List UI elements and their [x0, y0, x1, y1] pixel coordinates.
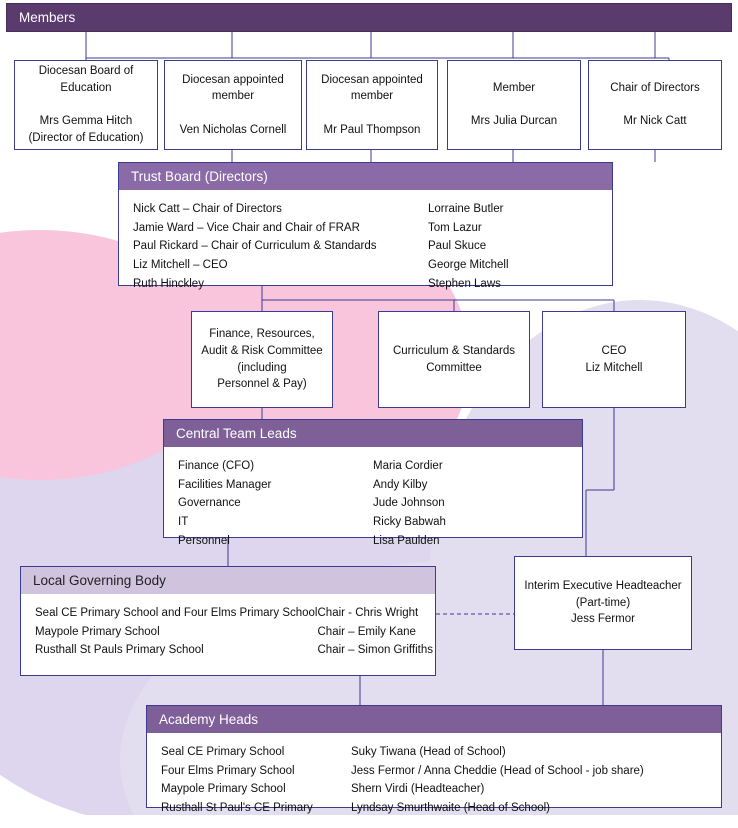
member-line: Education — [60, 81, 112, 94]
interim-executive-headteacher-box — [514, 556, 692, 650]
lgb-chair: Chair – Simon Griffiths — [317, 644, 433, 657]
member-line: member — [211, 90, 255, 103]
member-line: Mrs Julia Durcan — [470, 115, 558, 128]
lgb-chair: Chair – Emily Kane — [317, 625, 416, 638]
member-box-chair-of-directors — [588, 60, 722, 150]
central-team-roles — [178, 457, 373, 550]
member-line — [165, 105, 301, 122]
director-name: George Mitchell — [428, 258, 509, 271]
committee-line: (including — [237, 361, 287, 374]
interim-head-line: Jess Fermor — [571, 613, 635, 626]
interim-head-line: Interim Executive Headteacher — [524, 579, 682, 592]
members-label: Members — [19, 10, 76, 25]
trust-board-col-1 — [133, 200, 428, 293]
member-box-diocesan-board — [14, 60, 158, 150]
central-team-leads-title: Central Team Leads — [164, 420, 582, 447]
lgb-schools — [35, 604, 318, 660]
trust-board-box — [118, 162, 613, 290]
academy-schools — [161, 743, 351, 818]
members-bar — [6, 3, 732, 32]
local-governing-body-title: Local Governing Body — [21, 567, 435, 594]
academy-school: Rusthall St Paul's CE Primary — [161, 801, 313, 814]
director-name: Ruth Hinckley — [133, 277, 204, 290]
academy-heads-title: Academy Heads — [147, 706, 721, 733]
academy-school: Maypole Primary School — [161, 783, 286, 796]
member-box-diocesan-appointed-2 — [306, 60, 438, 150]
ceo-line: Liz Mitchell — [585, 361, 643, 374]
central-team-leads-body — [164, 447, 582, 560]
member-line — [589, 97, 721, 114]
local-governing-body-box — [20, 566, 436, 676]
director-name: Paul Skuce — [428, 240, 487, 253]
member-line — [15, 97, 157, 114]
academy-head-names — [351, 743, 644, 818]
academy-head: Jess Fermor / Anna Cheddie (Head of School - job share) — [351, 764, 644, 777]
team-member-name: Jude Johnson — [373, 497, 445, 510]
member-line: Mr Paul Thompson — [323, 123, 421, 136]
team-member-name: Ricky Babwah — [373, 515, 446, 528]
academy-school: Four Elms Primary School — [161, 764, 295, 777]
member-line — [307, 105, 437, 122]
member-line: Member — [492, 81, 536, 94]
director-name: Lorraine Butler — [428, 203, 504, 215]
lgb-school: Maypole Primary School — [35, 625, 160, 638]
committee-line: Finance, Resources, — [209, 328, 315, 341]
committee-line: Curriculum & Standards — [392, 344, 516, 357]
academy-heads-box — [146, 705, 722, 814]
committee-finance-resources-audit-risk — [191, 311, 333, 408]
member-line: Ven Nicholas Cornell — [179, 123, 287, 136]
member-line: Chair of Directors — [610, 81, 700, 94]
member-box-diocesan-appointed-1 — [164, 60, 302, 150]
member-box-member — [447, 60, 581, 150]
academy-head: Lyndsay Smurthwaite (Head of School) — [351, 801, 551, 814]
director-name: Tom Lazur — [428, 221, 482, 234]
academy-head: Shern Virdi (Headteacher) — [351, 783, 485, 796]
lgb-chairs — [318, 604, 433, 660]
team-member-name: Andy Kilby — [373, 478, 428, 491]
committee-curriculum-standards — [378, 311, 530, 408]
member-line: member — [350, 90, 394, 103]
director-name: Stephen Laws — [428, 277, 501, 290]
team-role: Facilities Manager — [178, 478, 272, 491]
ceo-box — [542, 311, 686, 408]
director-name: Nick Catt – Chair of Directors — [133, 203, 282, 215]
academy-heads-body — [147, 733, 721, 828]
lgb-school: Rusthall St Pauls Primary School — [35, 644, 204, 657]
committee-line: Personnel & Pay) — [217, 378, 307, 391]
team-member-name: Lisa Paulden — [373, 534, 440, 547]
committee-line: Audit & Risk Committee — [201, 344, 323, 357]
team-role: Finance (CFO) — [178, 460, 255, 472]
member-line: Diocesan Board of — [38, 65, 134, 78]
central-team-names — [373, 457, 446, 550]
committee-line: Committee — [426, 361, 482, 374]
team-role: Governance — [178, 497, 241, 510]
central-team-leads-box — [163, 419, 583, 547]
trust-board-body — [119, 190, 612, 303]
local-governing-body-body — [21, 594, 435, 670]
academy-head: Suky Tiwana (Head of School) — [351, 746, 506, 758]
team-role: IT — [178, 515, 189, 528]
interim-head-line: (Part-time) — [575, 596, 631, 609]
team-member-name: Maria Cordier — [373, 460, 443, 472]
member-line: Mrs Gemma Hitch — [39, 115, 133, 128]
director-name: Liz Mitchell – CEO — [133, 258, 228, 271]
member-line: Mr Nick Catt — [623, 115, 687, 128]
director-name: Jamie Ward – Vice Chair and Chair of FRAR — [133, 221, 360, 234]
academy-school: Seal CE Primary School — [161, 746, 285, 758]
trust-board-title: Trust Board (Directors) — [119, 163, 612, 190]
member-line — [448, 97, 580, 114]
director-name: Paul Rickard – Chair of Curriculum & Standards — [133, 240, 377, 253]
team-role: Personnel — [178, 534, 230, 547]
member-line: Diocesan appointed — [182, 73, 284, 86]
ceo-line: CEO — [601, 344, 627, 357]
lgb-school: Seal CE Primary School and Four Elms Primary School — [35, 607, 318, 619]
trust-board-col-2 — [428, 200, 509, 293]
member-line: Diocesan appointed — [321, 73, 423, 86]
member-line: (Director of Education) — [28, 132, 144, 144]
lgb-chair: Chair - Chris Wright — [317, 607, 419, 619]
